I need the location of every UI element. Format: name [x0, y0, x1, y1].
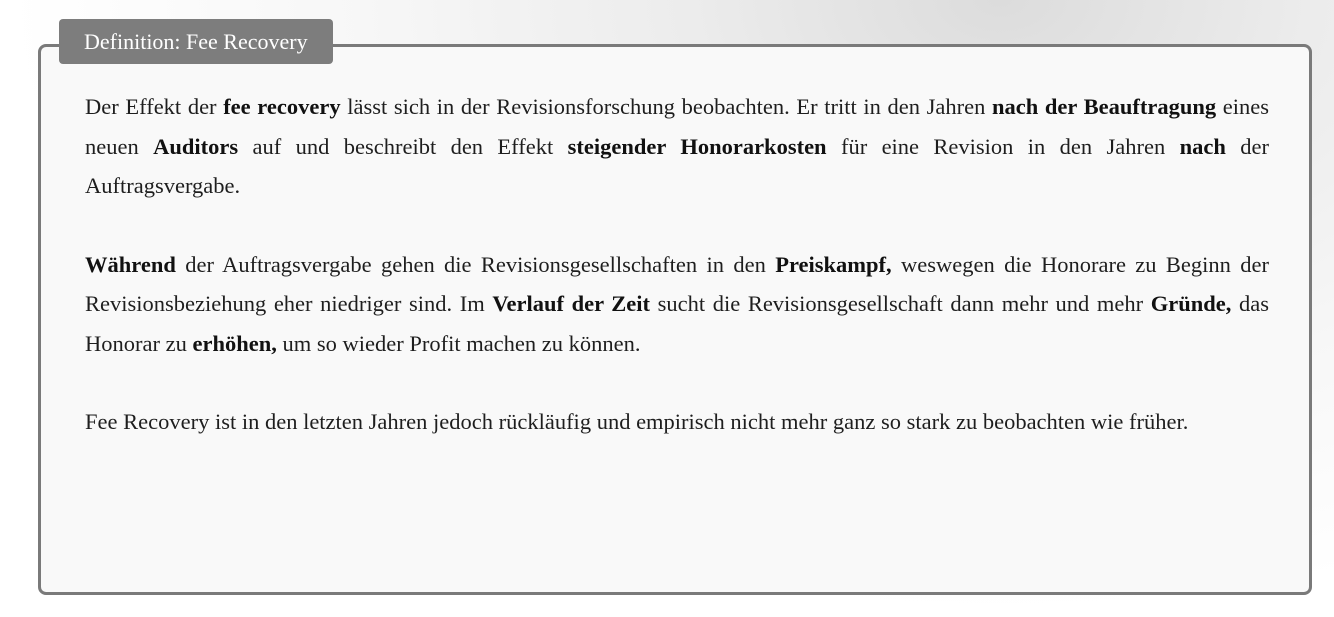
paragraph-1 [85, 87, 1269, 206]
text-segment: für eine Revision in den Jahren [826, 133, 1180, 159]
text-segment: um so wieder Profit machen zu können. [276, 330, 641, 356]
paragraph-3 [85, 402, 1269, 442]
text-segment: lässt sich in der Revisionsforschung beobachten. Er tritt in den Jahren [340, 94, 992, 119]
definition-content [85, 87, 1269, 481]
paragraph-2 [85, 245, 1269, 364]
bold-term-nach: nach [1179, 133, 1226, 159]
bold-term-fee-recovery: fee recovery [223, 94, 341, 119]
text-segment: Fee Recovery ist in den letzten Jahren jedoch rückläufig und empirisch nicht mehr ganz so stark zu beobachten wie früher. [85, 409, 1189, 434]
bold-term-preiskampf: Preiskampf, [775, 251, 892, 277]
text-segment: der Auftragsvergabe gehen die Revisionsgesellschaften in den [175, 251, 776, 277]
bold-term-steigender-honorarkosten: steigender Honorarkosten [567, 133, 827, 159]
text-segment: eines neuen [85, 94, 1269, 159]
text-segment: auf und beschreibt den Effekt [238, 133, 568, 159]
bold-term-gruende: Gründe, [1150, 291, 1232, 316]
bold-term-auditors: Auditors [153, 133, 239, 159]
bold-term-erhoehen: erhöhen, [192, 330, 277, 356]
bold-term-waehrend: Während [85, 251, 176, 277]
text-segment: das Honorar zu [85, 291, 1270, 356]
text-segment: sucht die Revisionsgesellschaft dann mehr und mehr [650, 291, 1151, 316]
text-segment: weswegen die Honorare zu Beginn der Revisionsbeziehung eher niedriger sind. Im [85, 251, 1269, 316]
definition-title: Definition: Fee Recovery [59, 19, 333, 64]
bold-term-verlauf-der-zeit: Verlauf der Zeit [492, 291, 651, 316]
text-segment: der Auftragsvergabe. [85, 133, 1269, 198]
bold-term-nach-der-beauftragung: nach der Beauftragung [991, 94, 1217, 119]
text-segment: Der Effekt der [85, 94, 224, 119]
